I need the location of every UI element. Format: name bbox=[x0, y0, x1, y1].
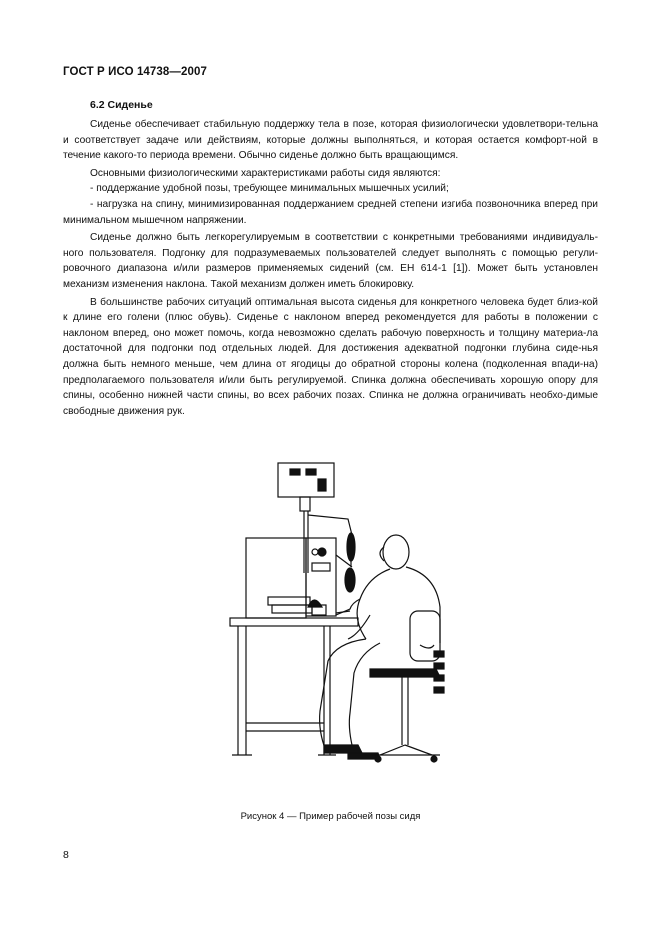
machine-cabinet bbox=[246, 538, 306, 618]
section-body bbox=[63, 117, 598, 419]
seated-worker-illustration bbox=[220, 455, 460, 785]
chair-seat bbox=[370, 669, 440, 677]
person-head bbox=[383, 535, 409, 569]
section-title: 6.2 Сиденье bbox=[90, 99, 153, 111]
document-code-header: ГОСТ Р ИСО 14738—2007 bbox=[63, 66, 208, 78]
paragraph: Основными физиологическими характеристиками работы сидя являются: bbox=[90, 167, 441, 179]
paragraph: Сиденье должно быть легкорегулируемым в соответствии с конкретными требованиями индивидуаль-ного пользователя. Подгонку для подразумеваемых пользователей следует выполнять с помощью регули-ровочного диапазона и/или размеров применяемых сидений (см. ЕН 614-1 [1]). Может быть установлен механизм изменения наклона. Такой механизм должен иметь блокировку. bbox=[63, 232, 598, 290]
hanging-tool bbox=[347, 533, 355, 561]
figure-seated-work-posture bbox=[220, 455, 460, 785]
page-number: 8 bbox=[63, 849, 69, 861]
list-item: - нагрузка на спину, минимизированная поддержанием средней степени изгиба позвоночника вперед при минимальном мышечном напряжении. bbox=[63, 198, 598, 226]
work-table bbox=[230, 618, 358, 626]
paragraph: Сиденье обеспечивает стабильную поддержку тела в позе, которая физиологически удовлетвори-тельна и соответствует задаче или действиям, которые должны выполняться, и которая остается комфорт-ной в течение какого-то периода времени. Обычно сиденье должно быть вращающимся. bbox=[63, 119, 598, 162]
figure-caption: Рисунок 4 — Пример рабочей позы сидя bbox=[240, 811, 421, 822]
list-item: - поддержание удобной позы, требующее минимальных мышечных усилий; bbox=[90, 183, 449, 195]
paragraph: В большинстве рабочих ситуаций оптимальная высота сиденья для конкретного человека будет близ-кой к длине его голени (плюс обувь). Сиденье с наклоном вперед рекомендуется для работы в положении с наклоном вперед, оно может помочь, когда невозможно сделать рабочую поверхность и толщину материа-ла достаточной для подгонки под отдельных людей. Для достижения адекватной подгонки глубина сиде-нья должна быть немного меньше, чем длина от ягодицы до обратной стороны колена (подколенная впади-на) предполагаемого пользователя и/или быть регулируемой. Спинка должна обеспечивать хорошую опору для спины, особенно нижней части спины, во всех рабочих позах. Спинка не должна ограничивать необхо-димые свободные движения рук. bbox=[63, 296, 598, 417]
